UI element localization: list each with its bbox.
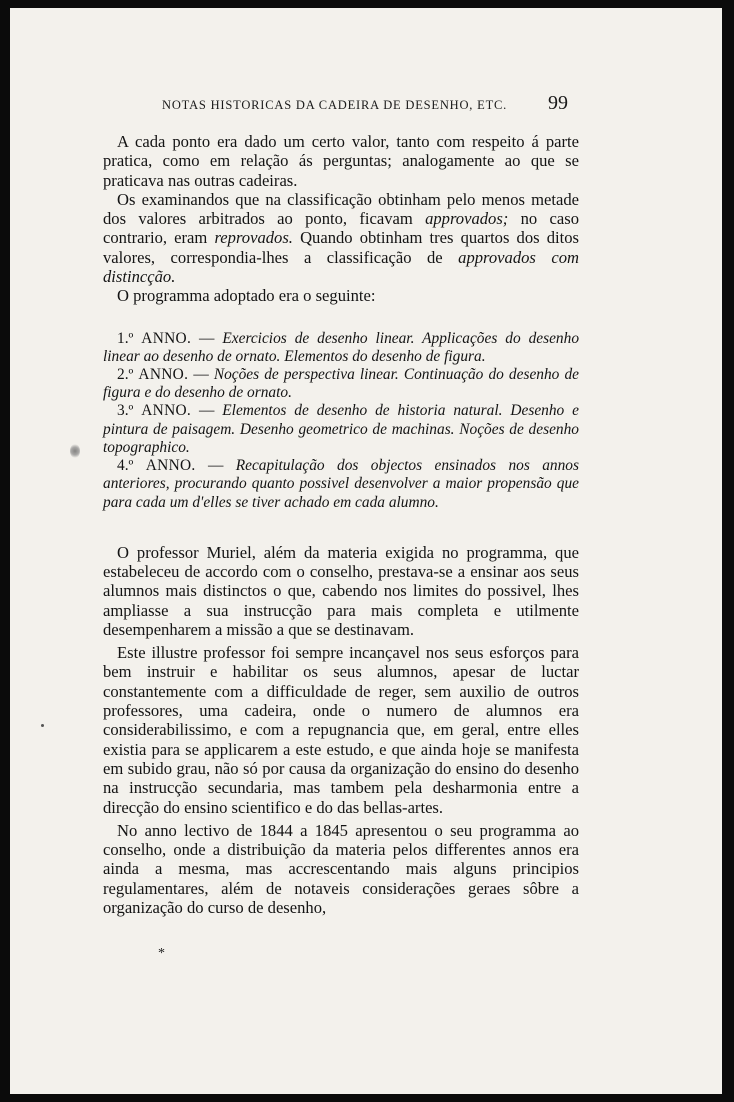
year-number: 2.º [117, 366, 134, 384]
paragraph-professor: Este illustre professor foi sempre incançavel nos seus esforços para bem instruir e habilitar os seus alumnos, apesar de luctar constantemente com a difficuldade de reger, sem auxilio de outros professores, uma cadeira, onde o numero de alumnos era considerabilissimo, e com a repugnancia que, em geral, entre elles existia para se applicarem a este estudo, e que ainda hoje se manifesta em subido grau, não só por causa da organização do ensino do desenho na instrucção secundaria, mas tambem pela desharmonia entre a direcção do ensino scientifico e do das bellas-artes. [103, 643, 579, 817]
year-content: Recapitulação dos objectos ensinados nos annos anteriores, procurando quanto possivel desenvolver a maior propensão que para cada um d'elles se tiver achado em cada alumno. [103, 457, 579, 511]
signature-mark: * [158, 946, 165, 961]
year-number: 3.º [117, 402, 134, 420]
paragraph-text: no caso contrario, eram [103, 209, 579, 248]
year-label: ANNO. [145, 457, 196, 475]
program-year-1: 1.º ANNO. — Exercicios de desenho linear. Applicações do desenho linear ao desenho de ornato. Elementos do desenho de figura. [103, 329, 580, 365]
paragraph-program-intro: O programma adoptado era o seguinte: [117, 286, 376, 306]
body-text [103, 132, 579, 917]
foxing-stain [70, 444, 80, 458]
program-year-4: 4.º ANNO. — Recapitulação dos objectos ensinados nos annos anteriores, procurando quanto possivel desenvolver a maior propensão que para cada um d'elles se tiver achado em cada alumno. [103, 457, 579, 511]
program-year-3: 3.º ANNO. — Elementos de desenho de historia natural. Desenho e pintura de paisagem. Desenho geometrico de machinas. Noções de desenho topographico. [103, 402, 579, 456]
emphasis-approvados: approvados; [425, 209, 509, 229]
emphasis-reprovados: reprovados. [214, 228, 293, 248]
year-number: 1.º [117, 329, 134, 347]
paragraph-muriel: O professor Muriel, além da materia exigida no programma, que estabeleceu de accordo com o conselho, prestava-se a ensinar aos seus alumnos mais distinctos o que, cabendo nos limites do possivel, lhes ampliasse a sua instrucção para mais completa e utilmente desempenharem a missão a que se destinavam. [103, 542, 579, 639]
year-label: ANNO. [141, 329, 192, 347]
year-number: 4.º [117, 457, 134, 475]
year-label: ANNO. [138, 366, 189, 384]
year-content: Exercicios de desenho linear. Applicações do desenho linear ao desenho de ornato. Elementos do desenho de figura. [103, 329, 580, 365]
paragraph-grading: A cada ponto era dado um certo valor, tanto com respeito á parte pratica, como em relação ás perguntas; analogamente ao que se praticava nas outras cadeiras. [103, 132, 579, 190]
year-content: Noções de perspectiva linear. Continuação do desenho de figura e do desenho de ornato. [103, 366, 579, 402]
emphasis-distinccao: approvados com distincção. [103, 247, 579, 287]
ink-speck [41, 724, 44, 727]
paragraph-text: Os examinandos que na classificação obtinham pelo menos metade dos valores arbitrados ao ponto, ficavam [103, 189, 579, 229]
running-head: NOTAS HISTORICAS DA CADEIRA DE DESENHO, ETC. [162, 98, 508, 112]
paragraph-1844: No anno lectivo de 1844 a 1845 apresentou o seu programma ao conselho, onde a distribuição da materia pelos differentes annos era ainda a mesma, mas accrescentando mais alguns principios regulamentares, além de notaveis considerações geraes sôbre a organização do curso de desenho, [103, 820, 579, 918]
book-page [10, 8, 722, 1094]
page-header [10, 94, 722, 124]
paragraph-text: Quando obtinham tres quartos dos ditos valores, correspondia-lhes a classificação de [103, 228, 579, 267]
page-number: 99 [548, 92, 568, 114]
paragraph-classification [103, 190, 579, 286]
year-label: ANNO. [141, 402, 192, 420]
program-year-2: 2.º ANNO. — Noções de perspectiva linear. Continuação do desenho de figura e do desenho de ornato. [103, 366, 579, 402]
year-content: Elementos de desenho de historia natural. Desenho e pintura de paisagem. Desenho geometrico de machinas. Noções de desenho topographico. [103, 402, 579, 456]
